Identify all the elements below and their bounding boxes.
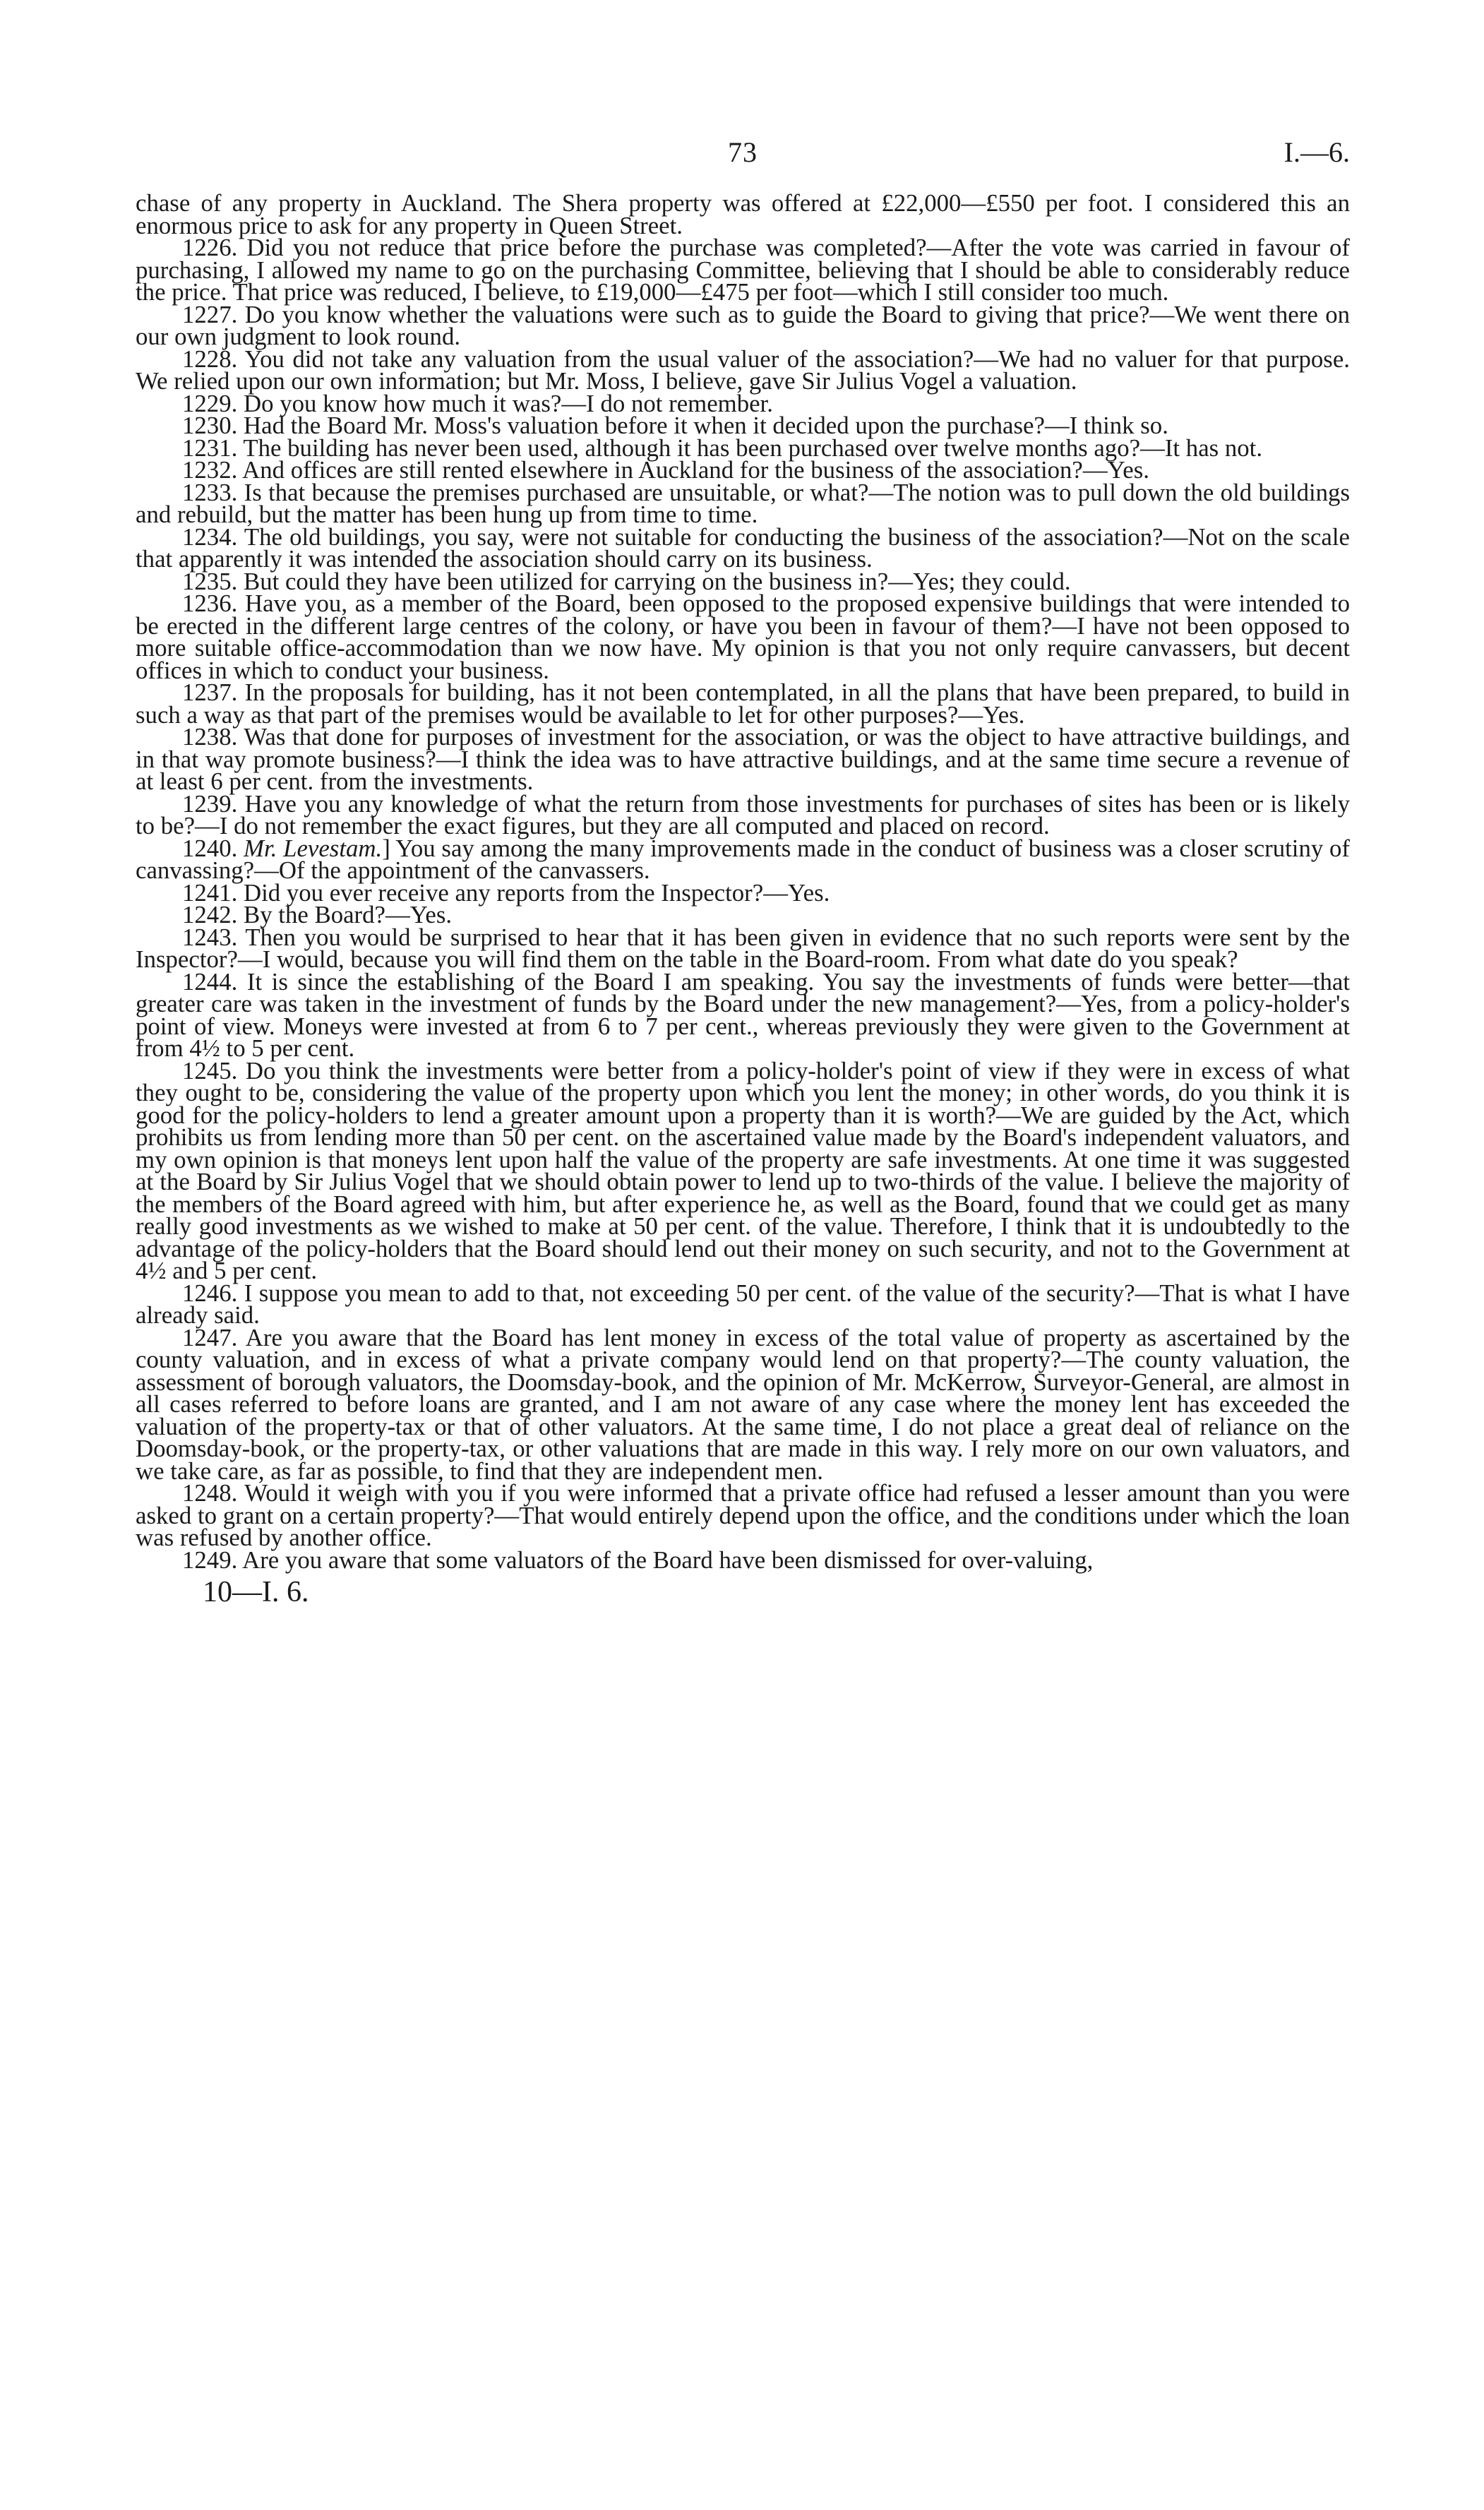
page-header bbox=[136, 136, 1350, 192]
evidence-paragraph: 1238. Was that done for purposes of investment for the association, or was the object to have attractive buildings, and in that way promote business?—I think the idea was to have attractive buildings, and at the same time secure a revenue of at least 6 per cent. from the investments. bbox=[136, 723, 1350, 795]
evidence-paragraph: 1235. But could they have been utilized for carrying on the business in?—Yes; they could. bbox=[182, 567, 1071, 595]
evidence-paragraph: 1237. In the proposals for building, has it not been contemplated, in all the plans that have been prepared, to build in such a way as that part of the premises would be available to let for other purposes?—Yes. bbox=[136, 679, 1350, 729]
evidence-paragraph: 1231. The building has never been used, although it has been purchased over twelve months ago?—It has not. bbox=[182, 434, 1263, 462]
evidence-paragraph bbox=[136, 834, 1350, 884]
evidence-paragraph: 1243. Then you would be surprised to hear that it has been given in evidence that no such reports were sent by the Inspector?—I would, because you will find them on the table in the Board-room. From what date do you speak? bbox=[136, 923, 1350, 973]
evidence-paragraph: 1241. Did you ever receive any reports from the Inspector?—Yes. bbox=[182, 878, 830, 907]
evidence-paragraph: chase of any property in Auckland. The Shera property was offered at £22,000—£550 per foot. I considered this an enormous price to ask for any property in Queen Street. bbox=[136, 189, 1350, 239]
evidence-paragraph: 1229. Do you know how much it was?—I do not remember. bbox=[182, 389, 773, 417]
evidence-paragraph: 1234. The old buildings, you say, were not suitable for conducting the business of the association?—Not on the scale that apparently it was intended the association should carry on its business. bbox=[136, 522, 1350, 573]
evidence-paragraph: 1239. Have you any knowledge of what the return from those investments for purchases of sites has been or is likely to be?—I do not remember the exact figures, but they are all computed and placed on record. bbox=[136, 789, 1350, 839]
sheet-signature: 10—I. 6. bbox=[203, 1576, 309, 1608]
document-reference: I.—6. bbox=[1283, 136, 1350, 168]
examiner-name: Mr. Levestam. bbox=[244, 834, 383, 862]
evidence-paragraph: 1228. You did not take any valuation from the usual valuer of the association?—We had no valuer for that purpose. We relied upon our own information; but Mr. Moss, I believe, gave Sir Julius Vogel a valuation. bbox=[136, 345, 1350, 395]
paragraph-text: ] You say among the many improvements made in the conduct of business was a closer scrutiny of canvassing?—Of the appointment of the canvassers. bbox=[136, 834, 1350, 884]
question-number: 1240. bbox=[182, 834, 244, 862]
evidence-paragraph: 1232. And offices are still rented elsewhere in Auckland for the business of the association?—Yes. bbox=[182, 456, 1149, 484]
evidence-paragraph: 1226. Did you not reduce that price before the purchase was completed?—After the vote was carried in favour of purchasing, I allowed my name to go on the purchasing Committee, believing that I should be able to considerably reduce the price. That price was reduced, I believe, to £19,000—£475 per foot—which I still consider too much. bbox=[136, 234, 1350, 306]
evidence-paragraph: 1245. Do you think the investments were better from a policy-holder's point of view if they were in excess of what they ought to be, considering the value of the property upon which you lent the money; in other words, do you think it is good for the policy-holders to lend a greater amount upon a property than it is worth?—We are guided by the Act, which prohibits us from lending more than 50 per cent. on the ascertained value made by the Board's independent valuators, and my own opinion is that moneys lent upon half the value of the property are safe investments. At one time it was suggested at the Board by Sir Julius Vogel that we should obtain power to lend up to two-thirds of the value. I believe the majority of the members of the Board agreed with him, but after experience he, as well as the Board, found that we could get as many really good investments as we wished to make at 50 per cent. of the value. Therefore, I think that it is undoubtedly to the advantage of the policy-holders that the Board should lend out their money on such security, and not to the Government at 4½ and 5 per cent. bbox=[136, 1056, 1350, 1284]
evidence-paragraph: 1242. By the Board?—Yes. bbox=[182, 901, 453, 928]
evidence-paragraph: 1249. Are you aware that some valuators of the Board have been dismissed for over-valuing, bbox=[182, 1546, 1094, 1574]
evidence-paragraph: 1230. Had the Board Mr. Moss's valuation before it when it decided upon the purchase?—I think so. bbox=[182, 412, 1168, 439]
evidence-paragraph: 1246. I suppose you mean to add to that, not exceeding 50 per cent. of the value of the security?—That is what I have already said. bbox=[136, 1279, 1350, 1329]
evidence-paragraph: 1227. Do you know whether the valuations were such as to guide the Board to giving that price?—We went there on our own judgment to look round. bbox=[136, 300, 1350, 350]
evidence-paragraph: 1236. Have you, as a member of the Board, been opposed to the proposed expensive buildings that were intended to be erected in the different large centres of the colony, or have you been in favour of them?—I have not been opposed to more suitable office-accommodation than we now have. My opinion is that you not only require canvassers, but decent offices in which to conduct your business. bbox=[136, 590, 1350, 684]
evidence-text bbox=[136, 189, 1350, 1574]
evidence-paragraph: 1244. It is since the establishing of the Board I am speaking. You say the investments of funds were better—that greater care was taken in the investment of funds by the Board under the new management?—Yes, from a policy-holder's point of view. Moneys were invested at from 6 to 7 per cent., whereas previously they were given to the Government at from 4½ to 5 per cent. bbox=[136, 967, 1350, 1062]
evidence-paragraph: 1247. Are you aware that the Board has lent money in excess of the total value of property as ascertained by the county valuation, and in excess of what a private company would lend on that property?—The county valuation, the assessment of borough valuators, the Doomsday-book, and the opinion of Mr. McKerrow, Surveyor-General, are almost in all cases referred to before loans are granted, and I am not aware of any case where the money lent has exceeded the valuation of the property-tax or that of other valuators. At the same time, I do not place a great deal of reliance on the Doomsday-book, or the property-tax, or other valuations that are made in this way. I rely more on our own valuators, and we take care, as far as possible, to find that they are independent men. bbox=[136, 1323, 1350, 1485]
evidence-paragraph: 1233. Is that because the premises purchased are unsuitable, or what?—The notion was to pull down the old buildings and rebuild, but the matter has been hung up from time to time. bbox=[136, 478, 1350, 528]
document-page bbox=[136, 136, 1350, 1608]
page-number: 73 bbox=[728, 136, 758, 168]
evidence-paragraph: 1248. Would it weigh with you if you were informed that a private office had refused a lesser amount than you were asked to grant on a certain property?—That would entirely depend upon the office, and the conditions under which the loan was refused by another office. bbox=[136, 1479, 1350, 1551]
